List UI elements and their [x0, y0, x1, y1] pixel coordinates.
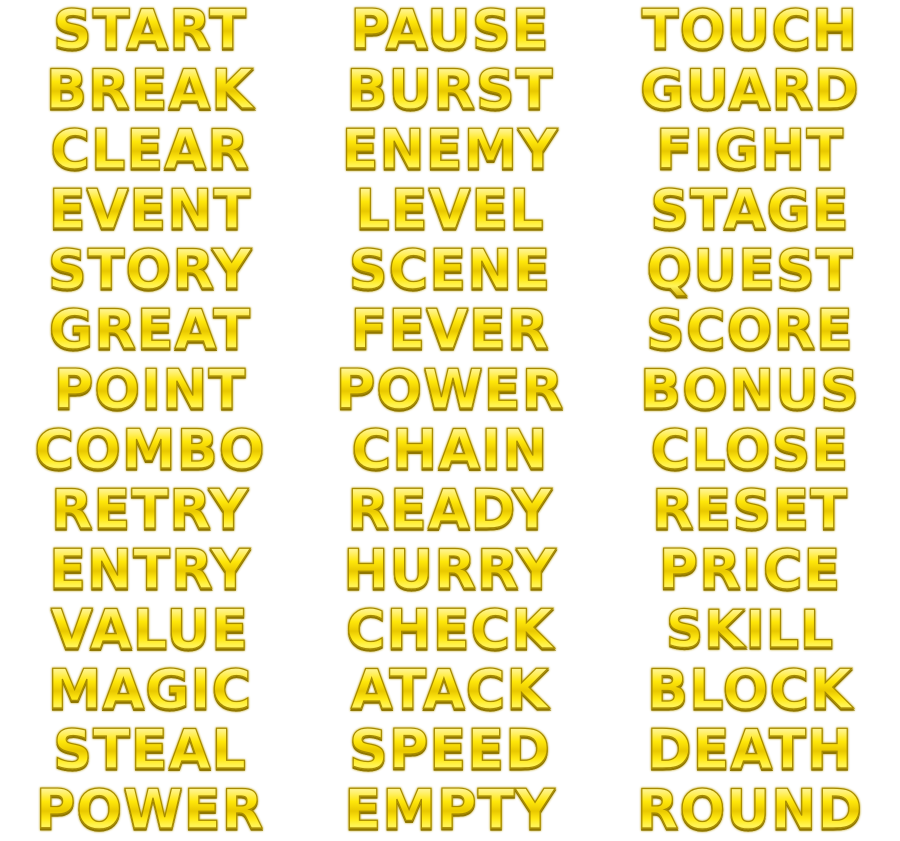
word-quest: QUEST — [646, 238, 854, 301]
word-cell-clear — [0, 120, 300, 180]
word-cell-break — [0, 60, 300, 120]
word-fever: FEVER — [350, 298, 550, 361]
word-cell-steal — [0, 720, 300, 780]
word-chain: CHAIN — [351, 418, 549, 481]
word-close: CLOSE — [650, 418, 850, 481]
word-cell-fever — [300, 300, 600, 360]
word-power-2: POWER — [35, 778, 265, 841]
word-cell-great — [0, 300, 300, 360]
word-stage: STAGE — [650, 178, 850, 241]
word-cell-touch — [600, 0, 900, 60]
word-point: POINT — [53, 358, 247, 421]
word-cell-story — [0, 240, 300, 300]
word-burst: BURST — [346, 58, 554, 121]
word-level: LEVEL — [355, 178, 545, 241]
word-block: BLOCK — [646, 658, 854, 721]
word-round: ROUND — [636, 778, 864, 841]
word-cell-hurry — [300, 540, 600, 600]
word-cell-combo — [0, 420, 300, 480]
word-clear: CLEAR — [50, 118, 250, 181]
word-cell-magic — [0, 660, 300, 720]
word-bonus: BONUS — [640, 358, 860, 421]
word-cell-power-2 — [0, 780, 300, 840]
word-value: VALUE — [50, 598, 250, 661]
word-ready: READY — [347, 478, 553, 541]
word-speed: SPEED — [348, 718, 552, 781]
word-cell-burst — [300, 60, 600, 120]
word-cell-round — [600, 780, 900, 840]
word-fight: FIGHT — [655, 118, 845, 181]
word-death: DEATH — [646, 718, 854, 781]
word-power: POWER — [335, 358, 565, 421]
word-magic: MAGIC — [47, 658, 253, 721]
word-cell-price — [600, 540, 900, 600]
word-cell-stage — [600, 180, 900, 240]
word-cell-atack — [300, 660, 600, 720]
word-retry: RETRY — [50, 478, 250, 541]
word-cell-close — [600, 420, 900, 480]
word-enemy: ENEMY — [341, 118, 559, 181]
word-break: BREAK — [45, 58, 255, 121]
word-cell-power — [300, 360, 600, 420]
word-guard: GUARD — [640, 58, 860, 121]
word-cell-point — [0, 360, 300, 420]
word-cell-quest — [600, 240, 900, 300]
word-cell-event — [0, 180, 300, 240]
word-cell-scene — [300, 240, 600, 300]
word-cell-chain — [300, 420, 600, 480]
word-cell-check — [300, 600, 600, 660]
word-cell-skill — [600, 600, 900, 660]
word-cell-death — [600, 720, 900, 780]
word-cell-reset — [600, 480, 900, 540]
word-start: START — [52, 0, 248, 61]
word-pause: PAUSE — [350, 0, 550, 61]
word-hurry: HURRY — [343, 538, 557, 601]
word-cell-score — [600, 300, 900, 360]
word-great: GREAT — [48, 298, 252, 361]
word-cell-pause — [300, 0, 600, 60]
word-combo: COMBO — [34, 418, 266, 481]
word-event: EVENT — [48, 178, 252, 241]
word-cell-retry — [0, 480, 300, 540]
word-scene: SCENE — [348, 238, 552, 301]
word-price: PRICE — [658, 538, 842, 601]
word-cell-ready — [300, 480, 600, 540]
word-empty: EMPTY — [344, 778, 556, 841]
word-atack: ATACK — [350, 658, 550, 721]
word-cell-block — [600, 660, 900, 720]
word-cell-fight — [600, 120, 900, 180]
word-story: STORY — [47, 238, 253, 301]
word-entry: ENTRY — [49, 538, 251, 601]
word-cell-entry — [0, 540, 300, 600]
word-cell-speed — [300, 720, 600, 780]
word-score: SCORE — [646, 298, 854, 361]
word-check: CHECK — [345, 598, 555, 661]
word-reset: RESET — [651, 478, 849, 541]
word-cell-value — [0, 600, 300, 660]
word-cell-empty — [300, 780, 600, 840]
word-touch: TOUCH — [641, 0, 859, 61]
word-steal: STEAL — [53, 718, 247, 781]
word-cell-guard — [600, 60, 900, 120]
word-cell-start — [0, 0, 300, 60]
word-cell-level — [300, 180, 600, 240]
word-skill: SKILL — [665, 600, 835, 660]
word-cell-bonus — [600, 360, 900, 420]
word-cell-enemy — [300, 120, 600, 180]
